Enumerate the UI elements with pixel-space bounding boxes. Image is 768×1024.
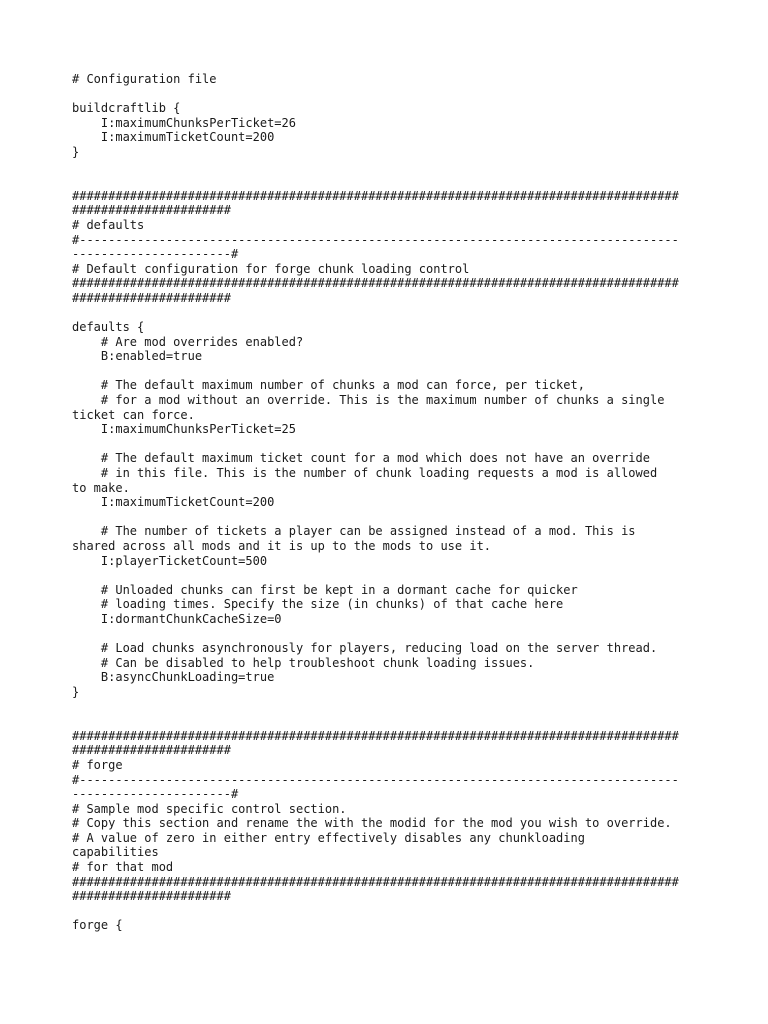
document-line: ###################### — [72, 743, 231, 758]
document-line: I:maximumChunksPerTicket=26 — [72, 115, 296, 130]
document-line: forge { — [72, 918, 123, 933]
document-line: #################################################################################### — [72, 874, 679, 889]
document-line: # forge — [72, 757, 123, 772]
document-line: capabilities — [72, 845, 159, 860]
document-line — [72, 306, 702, 321]
document-line: defaults { — [72, 320, 145, 335]
document-line: #################################################################################### — [72, 276, 679, 291]
document-line: #----------------------------------------------------------------------------------- — [72, 232, 679, 247]
document-line: } — [72, 684, 80, 699]
document-line: # loading times. Specify the size (in chunks) of that cache here — [72, 597, 564, 612]
document-line — [72, 568, 702, 583]
document-line: # Sample mod specific control section. — [72, 801, 347, 816]
document-line: # defaults — [72, 217, 145, 232]
document-line — [72, 87, 702, 102]
document-line: I:maximumChunksPerTicket=25 — [72, 422, 296, 437]
document-line: # The default maximum number of chunks a mod can force, per ticket, — [72, 378, 585, 393]
document-line — [72, 364, 702, 379]
document-line: ###################### — [72, 203, 231, 218]
document-line — [72, 510, 702, 525]
document-line: # Copy this section and rename the with the modid for the mod you wish to override. — [72, 816, 672, 831]
document-line: I:maximumTicketCount=200 — [72, 495, 275, 510]
document-line: # A value of zero in either entry effectively disables any chunkloading — [72, 830, 585, 845]
document-line: #----------------------------------------------------------------------------------- — [72, 772, 679, 787]
document-line: shared across all mods and it is up to the mods to use it. — [72, 539, 492, 553]
document-line: I:dormantChunkCacheSize=0 — [72, 611, 282, 626]
document-line: # for a mod without an override. This is the maximum number of chunks a single — [72, 393, 665, 408]
document-line — [72, 714, 702, 729]
document-line — [72, 700, 702, 715]
document-line: to make. — [72, 480, 130, 495]
document-line: ###################### — [72, 889, 231, 904]
document-line: ----------------------# — [72, 787, 239, 802]
document-line: ----------------------# — [72, 247, 239, 262]
document-line: ###################### — [72, 290, 231, 305]
document-line: # Configuration file — [72, 72, 217, 86]
document-line: B:enabled=true — [72, 349, 203, 364]
document-line: #################################################################################### — [72, 728, 679, 743]
document-line: B:asyncChunkLoading=true — [72, 670, 275, 685]
document-line: I:maximumTicketCount=200 — [72, 130, 275, 145]
document-line: # The number of tickets a player can be assigned instead of a mod. This is — [72, 524, 636, 539]
document-line — [72, 437, 702, 452]
document-line: #################################################################################### — [72, 188, 679, 203]
document-line: # for that mod — [72, 860, 174, 875]
document-line: # Load chunks asynchronously for players, reducing load on the server thread. — [72, 641, 658, 656]
document-line: buildcraftlib { — [72, 101, 181, 116]
document-line: # The default maximum ticket count for a mod which does not have an override — [72, 451, 650, 466]
document-line: # Unloaded chunks can first be kept in a dormant cache for quicker — [72, 582, 578, 597]
document-line: } — [72, 144, 80, 159]
document-line — [72, 160, 702, 175]
config-document — [72, 72, 702, 933]
document-line: I:playerTicketCount=500 — [72, 553, 268, 568]
document-line — [72, 627, 702, 642]
document-line: # Are mod overrides enabled? — [72, 334, 304, 349]
document-line: # in this file. This is the number of chunk loading requests a mod is allowed — [72, 466, 658, 481]
document-line — [72, 174, 702, 189]
document-line: # Can be disabled to help troubleshoot chunk loading issues. — [72, 655, 535, 670]
document-line — [72, 904, 702, 919]
document-line: # Default configuration for forge chunk loading control — [72, 261, 470, 276]
document-line: ticket can force. — [72, 407, 195, 422]
